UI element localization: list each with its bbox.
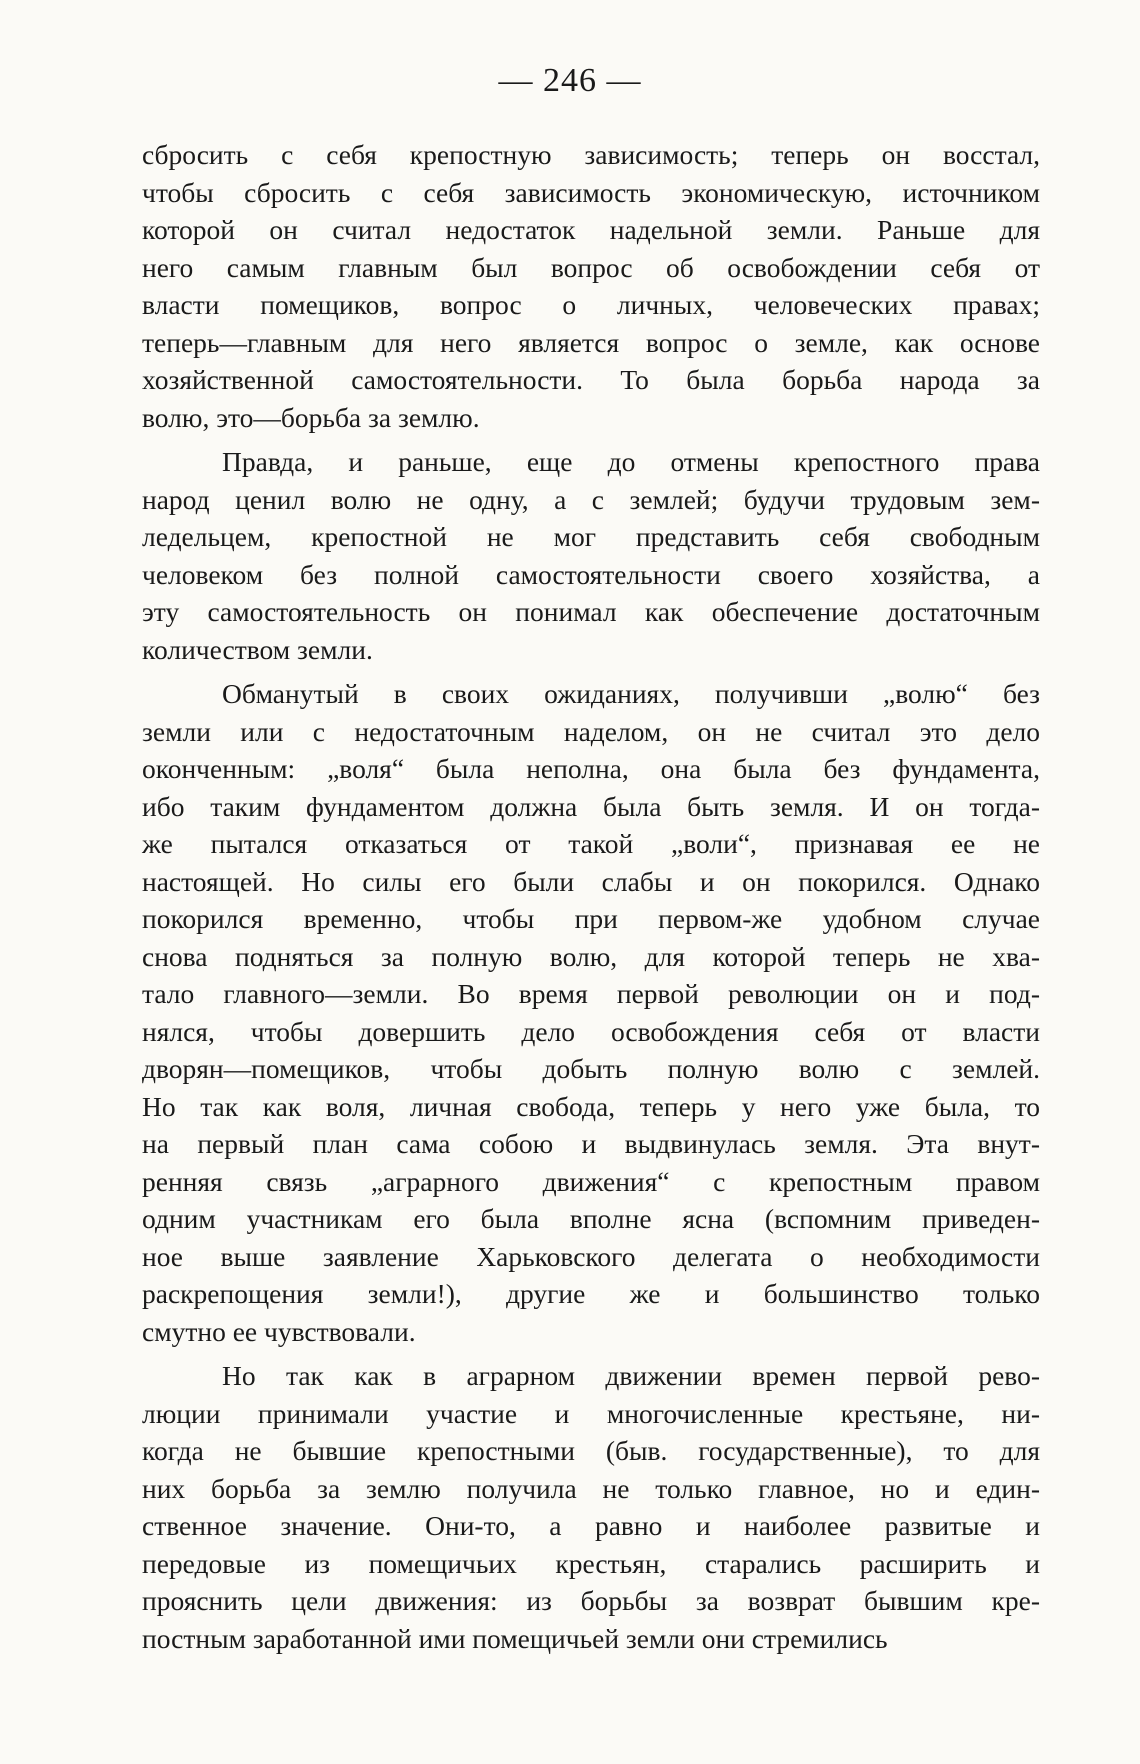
paragraph — [142, 136, 1040, 436]
text-line: ренняя связь „аграрного движения“ с крепостным правом — [142, 1165, 1040, 1197]
page-number: — 246 — — [498, 62, 642, 99]
text-line: чтобы сбросить с себя зависимость экономическую, источником — [142, 176, 1040, 208]
body-text — [142, 136, 1040, 1664]
text-line: прояснить цели движения: из борьбы за возврат бывшим кре- — [142, 1585, 1040, 1616]
text-line: власти помещиков, вопрос о личных, человеческих правах; — [142, 289, 1040, 320]
text-line: ственное значение. Они-то, а равно и наиболее развитые и — [142, 1510, 1040, 1541]
text-line: них борьба за землю получила не только главное, но и един- — [142, 1472, 1040, 1504]
text-line: него самым главным был вопрос об освобождении себя от — [142, 251, 1040, 283]
text-line: люции принимали участие и многочисленные крестьяне, ни- — [142, 1397, 1040, 1429]
text-line: снова подняться за полную волю, для которой теперь не хва- — [142, 940, 1040, 972]
text-line: тало главного—земли. Во время первой революции он и под- — [142, 978, 1040, 1009]
text-line: смутно ее чувствовали. — [142, 1315, 416, 1347]
text-line: теперь—главным для него является вопрос о земле, как основе — [142, 326, 1040, 358]
text-line: сбросить с себя крепостную зависимость; теперь он восстал, — [142, 139, 1040, 170]
text-line: же пытался отказаться от такой „воли“, признавая ее не — [142, 828, 1040, 859]
text-line: дворян—помещиков, чтобы добыть полную волю с землей. — [142, 1053, 1040, 1084]
text-line: Но так как воля, личная свобода, теперь у него уже была, то — [142, 1090, 1040, 1122]
text-line: ибо таким фундаментом должна была быть земля. И он тогда- — [142, 790, 1040, 822]
text-line: нялся, чтобы довершить дело освобождения себя от власти — [142, 1015, 1040, 1047]
text-line: раскрепощения земли!), другие же и большинство только — [142, 1278, 1040, 1309]
text-line: ледельцем, крепостной не мог представить себя свободным — [142, 521, 1040, 552]
paragraph — [142, 443, 1040, 668]
text-line: Обманутый в своих ожиданиях, получивши „волю“ без — [222, 678, 1040, 709]
text-line: на первый план сама собою и выдвинулась земля. Эта внут- — [142, 1128, 1040, 1159]
paragraph — [142, 675, 1040, 1350]
text-line: покорился временно, чтобы при первом-же удобном случае — [142, 903, 1040, 934]
text-line: земли или с недостаточным наделом, он не считал это дело — [142, 715, 1040, 747]
text-line: количеством земли. — [142, 633, 373, 665]
text-line: Правда, и раньше, еще до отмены крепостного права — [222, 446, 1040, 477]
paragraph — [142, 1357, 1040, 1657]
text-line: постным заработанной ими помещичьей земли они стремились — [142, 1622, 888, 1654]
text-line: народ ценил волю не одну, а с землей; будучи трудовым зем- — [142, 483, 1040, 515]
text-line: когда не бывшие крепостными (быв. государственные), то для — [142, 1435, 1040, 1466]
text-line: оконченным: „воля“ была неполна, она была без фундамента, — [142, 753, 1040, 784]
text-line: хозяйственной самостоятельности. То была борьба народа за — [142, 364, 1040, 395]
text-line: Но так как в аграрном движении времен первой рево- — [222, 1360, 1040, 1391]
text-line: которой он считал недостаток надельной земли. Раньше для — [142, 214, 1040, 245]
text-line: настоящей. Но силы его были слабы и он покорился. Однако — [142, 865, 1040, 897]
text-line: волю, это—борьба за землю. — [142, 401, 480, 433]
text-line: человеком без полной самостоятельности своего хозяйства, а — [142, 558, 1040, 590]
text-line: эту самостоятельность он понимал как обеспечение достаточным — [142, 596, 1040, 627]
text-line: передовые из помещичьих крестьян, старались расширить и — [142, 1547, 1040, 1579]
text-line: ное выше заявление Харьковского делегата о необходимости — [142, 1240, 1040, 1272]
text-line: одним участникам его была вполне ясна (вспомним приведен- — [142, 1203, 1040, 1234]
